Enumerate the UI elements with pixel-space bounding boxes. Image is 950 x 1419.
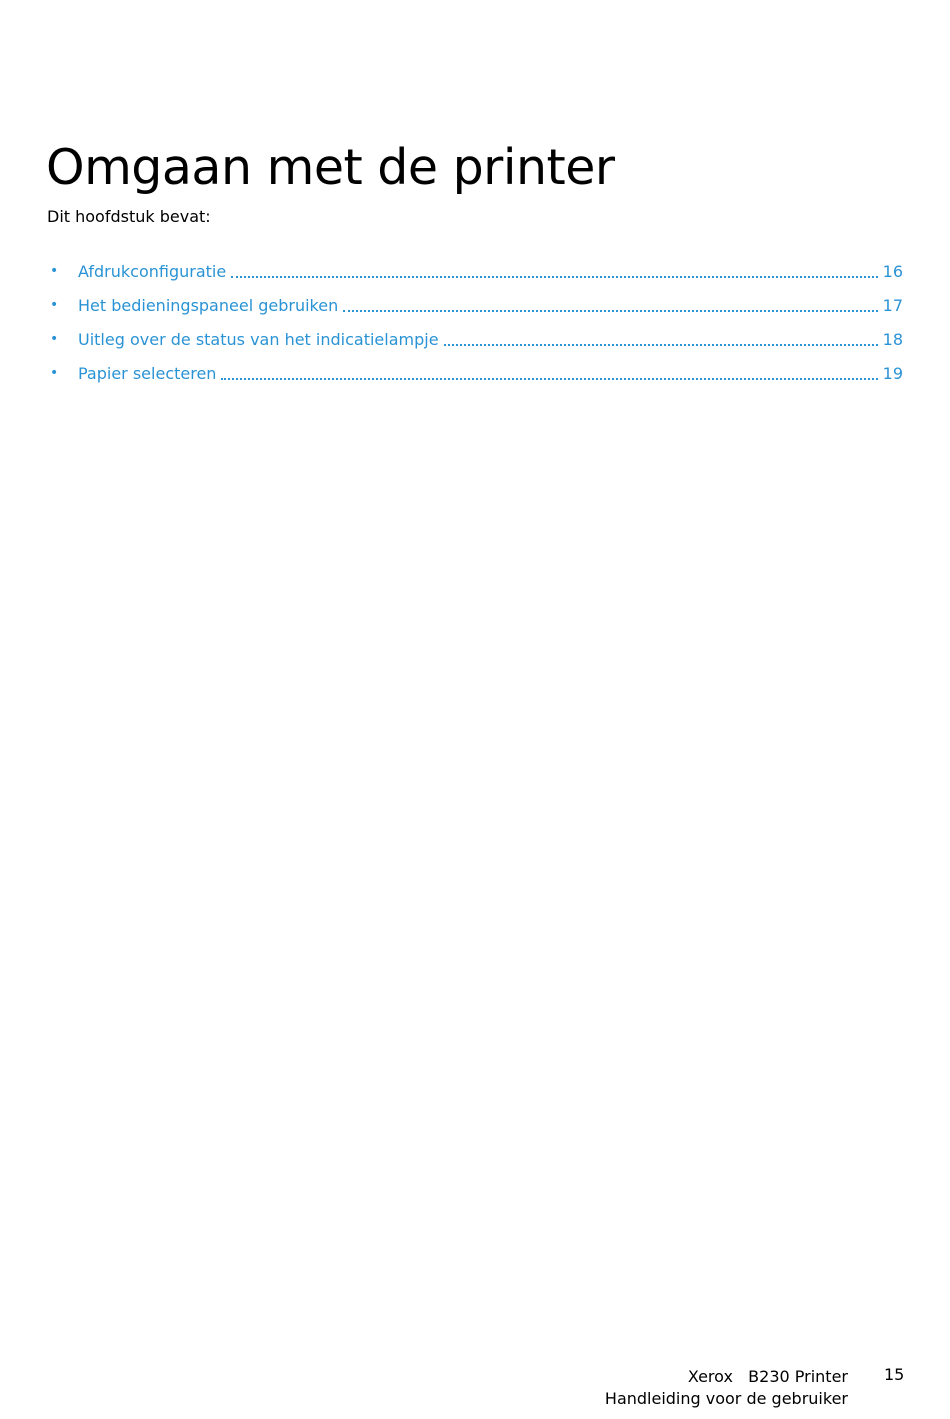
toc-item-afdrukconfiguratie[interactable] [47, 254, 903, 288]
dot-leader [231, 276, 877, 278]
bullet-icon: • [50, 263, 59, 279]
toc-item-label[interactable]: Uitleg over de status van het indicatielampje [78, 329, 439, 349]
dot-leader [444, 344, 878, 346]
toc-item-label[interactable]: Het bedieningspaneel gebruiken [78, 295, 339, 315]
page-footer [605, 1366, 848, 1410]
toc-item-page[interactable]: 17 [882, 295, 903, 315]
bullet-icon: • [50, 365, 59, 381]
dot-leader [221, 378, 877, 380]
bullet-icon: • [50, 297, 59, 313]
dot-leader [343, 310, 877, 312]
toc-item-page[interactable]: 18 [882, 329, 903, 349]
table-of-contents [47, 254, 903, 390]
page-number: 15 [884, 1365, 905, 1384]
toc-item-label[interactable]: Papier selecteren [78, 363, 217, 383]
bullet-icon: • [50, 331, 59, 347]
footer-guide-title: Handleiding voor de gebruiker [604, 1389, 848, 1408]
toc-item-page[interactable]: 16 [882, 261, 903, 281]
footer-product-name: Xerox B230 Printer [687, 1367, 848, 1386]
toc-item-indicatielampje[interactable] [47, 322, 903, 356]
chapter-intro: Dit hoofdstuk bevat: [47, 207, 211, 226]
toc-item-label[interactable]: Afdrukconfiguratie [78, 261, 227, 281]
toc-item-page[interactable]: 19 [882, 363, 903, 383]
page-title: Omgaan met de printer [46, 139, 615, 196]
toc-item-papier-selecteren[interactable] [47, 356, 903, 390]
toc-item-bedieningspaneel[interactable] [47, 288, 903, 322]
